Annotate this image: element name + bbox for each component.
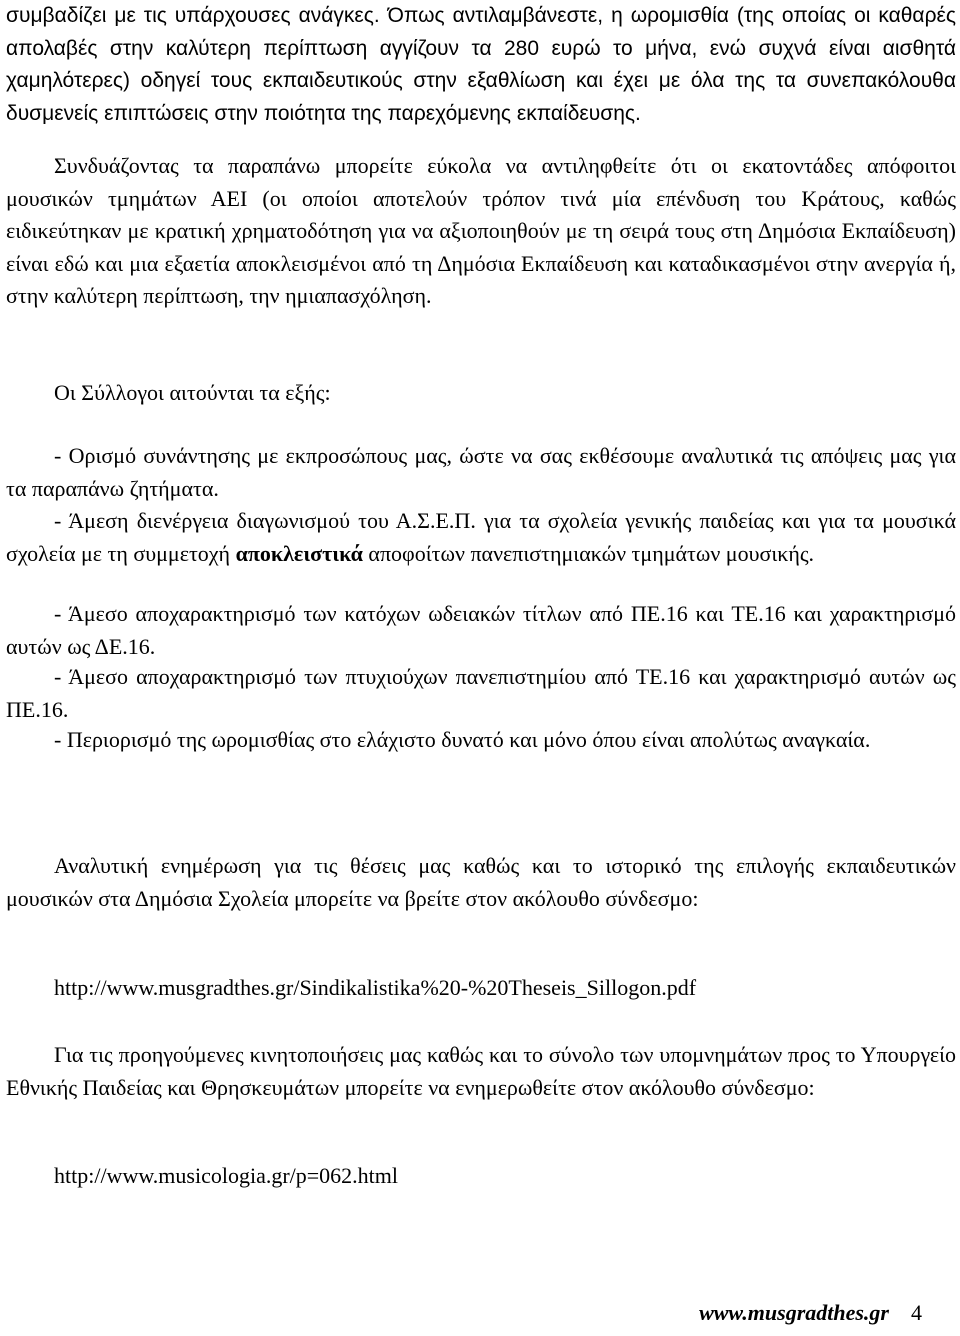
demand-item-hourly-wage: - Περιορισμό της ωρομισθίας στο ελάχιστο δυνατό και μόνο όπου είναι απολύτως αναγκαία. bbox=[54, 727, 871, 752]
demand-item-competition-emphasis: αποκλειστικά bbox=[235, 540, 363, 566]
info-paragraph-positions: Αναλυτική ενημέρωση για τις θέσεις μας καθώς και το ιστορικό της επιλογής εκπαιδευτικών μουσικών στα Δημόσια Σχολεία μπορείτε να βρείτε στον ακόλουθο σύνδεσμο: bbox=[6, 853, 956, 911]
footer-site: www.musgradthes.gr bbox=[699, 1300, 889, 1325]
paragraph-continuation: συμβαδίζει με τις υπάρχουσες ανάγκες. Όπως αντιλαμβάνεστε, η ωρομισθία (της οποίας οι καθαρές απολαβές στην καλύτερη περίπτωση αγγίζουν τα 280 ευρώ το μήνα, ενώ συχνά είναι αισθητά χαμηλότερες) οδηγεί τους εκπαιδευτικούς στην εξαθλίωση και έχει με όλα της τα συνεπακόλουθα δυσμενείς επιπτώσεις στην ποιότητα της παρεχόμενης εκπαίδευσης. bbox=[6, 4, 956, 125]
demand-item-competition bbox=[6, 505, 956, 570]
link-musicologia[interactable]: http://www.musicologia.gr/p=062.html bbox=[54, 1163, 399, 1188]
info-paragraph-mobilizations: Για τις προηγούμενες κινητοποιήσεις μας καθώς και το σύνολο των υπομνημάτων προς το Υπουργείο Εθνικής Παιδείας και Θρησκευμάτων μπορείτε να ενημερωθείτε στον ακόλουθο σύνδεσμο: bbox=[6, 1042, 956, 1100]
page-number: 4 bbox=[911, 1300, 922, 1325]
demand-item-meeting: - Ορισμό συνάντησης με εκπροσώπους μας, ώστε να σας εκθέσουμε αναλυτικά τις απόψεις μας για τα παραπάνω ζητήματα. bbox=[6, 443, 956, 501]
demand-item-university-graduates: - Άμεσο αποχαρακτηρισμό των πτυχιούχων πανεπιστημίου από ΤΕ.16 και χαρακτηρισμό αυτών ως ΠΕ.16. bbox=[6, 664, 956, 722]
demands-intro: Οι Σύλλογοι αιτούνται τα εξής: bbox=[54, 380, 331, 405]
paragraph-graduates: Συνδυάζοντας τα παραπάνω μπορείτε εύκολα να αντιληφθείτε ότι οι εκατοντάδες απόφοιτοι μουσικών τμημάτων ΑΕΙ (οι οποίοι αποτελούν τρόπον τινά μία επένδυση του Κράτους, καθώς ειδικεύτηκαν με κρατική χρηματοδότηση για να αξιοποιηθούν με τη σειρά τους στη Δημόσια Εκπαίδευση) είναι εδώ και μια εξαετία αποκλεισμένοι από τη Δημόσια Εκπαίδευση και καταδικασμένοι στην ανεργία ή, στην καλύτερη περίπτωση, την ημιαπασχόληση. bbox=[6, 153, 956, 308]
link-positions-pdf[interactable]: http://www.musgradthes.gr/Sindikalistika%20-%20Theseis_Sillogon.pdf bbox=[54, 975, 697, 1000]
demand-item-competition-text-before: - Άμεση διενέργεια διαγωνισμού του Α.Σ.Ε.Π. για τα σχολεία γενικής παιδείας και για τα μουσικά σχολεία με τη συμμετοχή bbox=[6, 508, 956, 566]
page-footer bbox=[699, 1300, 922, 1326]
demand-item-competition-text-after: αποφοίτων πανεπιστημιακών τμημάτων μουσικής. bbox=[362, 540, 815, 566]
demand-item-conservatory-titles: - Άμεσο αποχαρακτηρισμό των κατόχων ωδειακών τίτλων από ΠΕ.16 και ΤΕ.16 και χαρακτηρισμό αυτών ως ΔΕ.16. bbox=[6, 601, 956, 659]
